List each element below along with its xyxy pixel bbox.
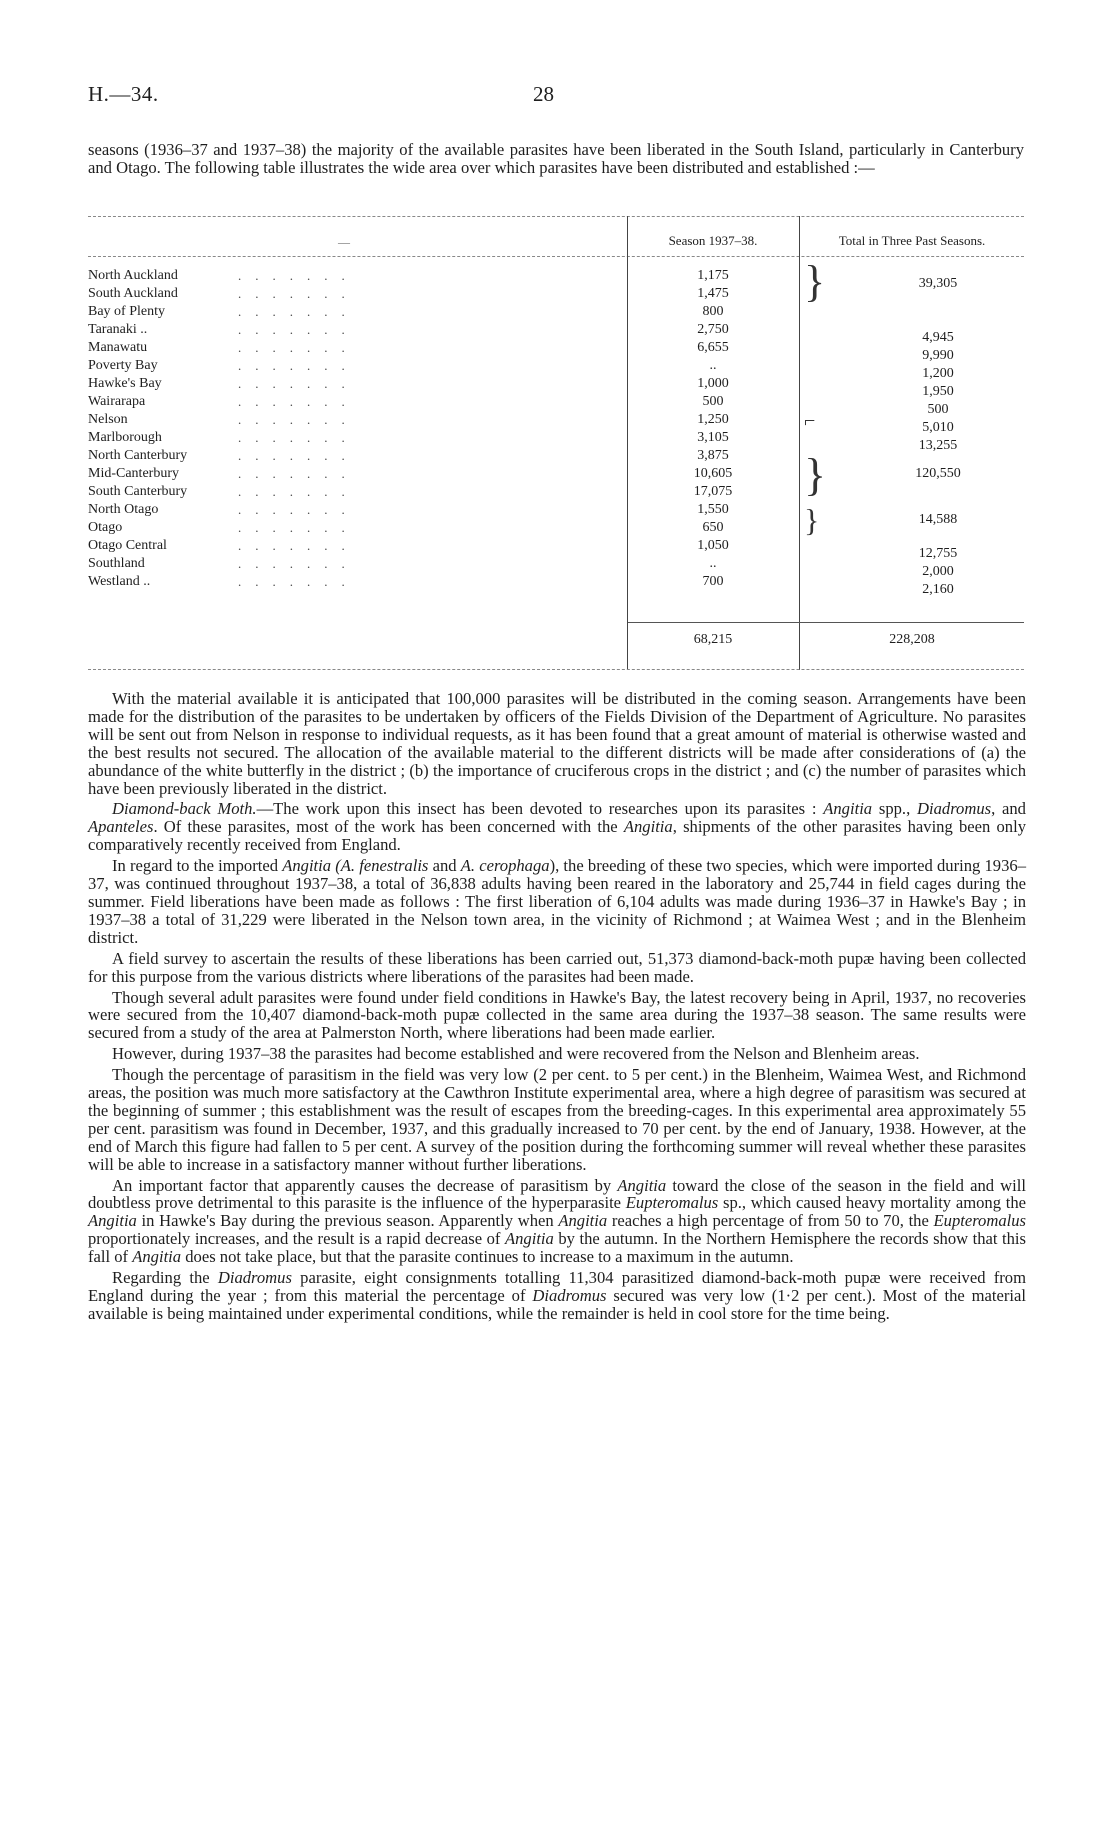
district-name: Marlborough [88, 430, 162, 445]
season-value: 3,875 [697, 448, 729, 463]
total-value: 1,950 [922, 384, 954, 399]
table-row: Manawatu ....... 6,655 [88, 340, 1024, 358]
district-name: Hawke's Bay [88, 376, 162, 391]
table-row: Otago Central ....... 1,050 [88, 538, 1024, 556]
table-top-rule [88, 216, 1024, 217]
season-value: 17,075 [693, 484, 733, 499]
table-row: Mid-Canterbury ....... 10,605 [88, 466, 1024, 484]
header-bottom-rule [88, 256, 1024, 257]
table-row: Southland ....... .. [88, 556, 1024, 574]
season-value: 6,655 [697, 340, 729, 355]
district-name: Taranaki .. [88, 322, 148, 337]
season-value: 700 [702, 574, 724, 589]
district-name: Southland [88, 556, 145, 571]
intro-paragraph: seasons (1936–37 and 1937–38) the majority of the available parasites have been liberated in the South Island, particularly in Canterbury and Otago. The following table illustrates the wide area over which parasites have been distributed and established :— [88, 140, 1024, 178]
paragraph-parasitism-percentage: Though the percentage of parasitism in the field was very low (2 per cent. to 5 per cent.) in the Blenheim, Waimea West, and Richmond areas, the position was much more satisfactory at the Cawthron Institute experimental area, where a high degree of parasitism was secured at the beginning of summer ; this establishment was the result of escapes from the breeding-cages. In this experimental area approximately 55 per cent. parasitism was found in December, 1937, and this gradually increased to 70 per cent. by the end of January, 1938. However, at the end of March this figure had fallen to 5 per cent. A survey of the position during the forthcoming summer will reveal whether these parasites will be able to increase in a satisfactory manner without further liberations. [88, 1065, 1026, 1174]
table-row: North Canterbury ....... 3,875 [88, 448, 1024, 466]
district-name: Manawatu [88, 340, 148, 355]
paragraph-hyperparasite: An important factor that apparently causes the decrease of parasitism by Angitia toward the close of the season in the field and will doubtless prove detrimental to this parasite is the influence of the hyperparasite Eupteromalus sp., which caused heavy mortality among the Angitia in Hawke's Bay during the previous season. Apparently when Angitia reaches a high percentage of from 50 to 70, the Eupteromalus proportionately increases, and the result is a rapid decrease of Angitia by the autumn. In the Northern Hemisphere the records show that this fall of Angitia does not take place, but that the parasite continues to increase to a maximum in the autumn. [88, 1175, 1027, 1267]
season-value: 2,750 [697, 322, 729, 337]
season-value: 650 [702, 520, 724, 535]
table-row: Wairarapa ....... 500 [88, 394, 1024, 412]
total-value: 2,160 [922, 582, 954, 597]
district-name: Westland .. [88, 574, 151, 589]
district-name: South Auckland [88, 286, 178, 301]
season-value: 1,050 [697, 538, 729, 553]
district-name: North Otago [88, 502, 159, 517]
total-value: 12,755 [918, 546, 958, 561]
season-value: 800 [702, 304, 724, 319]
document-id: H.—34. [88, 82, 159, 106]
table-row: Bay of Plenty ....... 800 [88, 304, 1024, 322]
paragraph-hawkes-bay: Though several adult parasites were found under field conditions in Hawke's Bay, the latest recovery being in April, 1937, no recoveries were secured from the 10,407 diamond-back-moth pupæ collected in the same area during the 1937–38 season. The same results were secured from a study of the area at Palmerston North, where liberations had been made earlier. [88, 987, 1026, 1043]
table-row: Hawke's Bay ....... 1,000 [88, 376, 1024, 394]
season-value: .. [709, 358, 717, 373]
brace-icon: ⌐ [804, 410, 816, 432]
table-row: Taranaki .. ....... 2,750 [88, 322, 1024, 340]
table-row: Poverty Bay ....... .. [88, 358, 1024, 376]
page-number: 28 [533, 82, 554, 106]
total-value: 2,000 [922, 564, 954, 579]
paragraph-imported-angitia: In regard to the imported Angitia (A. fenestralis and A. cerophaga), the breeding of these two species, which were imported during 1936–37, was continued throughout 1937–38, a total of 36,838 adults having been reared in the laboratory and 25,744 in field cages during the summer. Field liberations have been made as follows : The first liberation of 6,104 adults was made during 1936–37 in Hawke's Bay ; in 1937–38 a total of 31,229 were liberated in the Nelson town area, in the vicinity of Richmond ; at Waimea West ; and in the Blenheim district. [88, 856, 1026, 947]
season-value: 1,250 [697, 412, 729, 427]
total-value: 120,550 [915, 466, 961, 481]
table-row: Westland .. ....... 700 [88, 574, 1024, 592]
table-row: Marlborough ....... 3,105 [88, 430, 1024, 448]
table-row: Otago ....... 650 [88, 520, 1024, 538]
district-name: Bay of Plenty [88, 304, 165, 319]
district-name: Poverty Bay [88, 358, 158, 373]
paragraph-diadromus: Regarding the Diadromus parasite, eight consignments totalling 11,304 parasitized diamond-back-moth pupæ were received from England during the year ; from this material the percentage of Diadromus secured was very low (1·2 per cent.). Most of the material available is being maintained under experimental conditions, while the remainder is held in cool store for the time being. [88, 1268, 1027, 1323]
district-name: Nelson [88, 412, 128, 427]
grand-total-total: 228,208 [889, 632, 935, 647]
table-row: Nelson ....... 1,250 [88, 412, 1024, 430]
header-blank: — [338, 235, 350, 249]
district-name: Mid-Canterbury [88, 466, 179, 481]
paragraph-established: However, during 1937–38 the parasites had become established and were recovered from the Nelson and Blenheim areas. [112, 1044, 920, 1064]
column-header-season: Season 1937–38. [668, 233, 758, 248]
season-value: 1,000 [697, 376, 729, 391]
table-row: North Otago ....... 1,550 [88, 502, 1024, 520]
grand-total-season: 68,215 [693, 632, 733, 647]
paragraph-diamond-back-moth: Diamond-back Moth.—The work upon this insect has been devoted to researches upon its parasites : Angitia spp., Diadromus, and Apanteles. Of these parasites, most of the work has been concerned with the Angitia, shipments of the other parasites having been only comparatively recently received from England. [88, 799, 1026, 855]
body-text [88, 690, 1026, 1326]
total-value: 1,200 [922, 366, 954, 381]
district-name: Otago [88, 520, 123, 535]
table-row: South Canterbury ....... 17,075 [88, 484, 1024, 502]
column-header-total: Total in Three Past Seasons. [838, 233, 986, 248]
table-row: North Auckland ....... 1,175 [88, 268, 1024, 286]
total-value: 14,588 [918, 512, 958, 527]
paragraph-distribution: With the material available it is anticipated that 100,000 parasites will be distributed in the coming season. Arrangements have been made for the distribution of the parasites to be undertaken by officers of the Fields Division of the Department of Agriculture. No parasites will be sent out from Nelson in response to individual requests, as it has been found that a great amount of material is otherwise wasted and the best results not secured. The allocation of the available material to the different districts will be made after considerations of (a) the abundance of the white butterfly in the district ; (b) the importance of cruciferous crops in the district ; and (c) the number of parasites which have been previously liberated in the district. [88, 689, 1026, 798]
season-value: 3,105 [697, 430, 729, 445]
season-value: 1,175 [697, 268, 729, 283]
brace-icon: } [804, 502, 820, 538]
parasite-distribution-table [88, 216, 1024, 670]
total-value: 39,305 [918, 276, 958, 291]
brace-icon: } [804, 257, 826, 306]
table-row: South Auckland ....... 1,475 [88, 286, 1024, 304]
total-value: 500 [927, 402, 949, 417]
district-name: Wairarapa [88, 394, 146, 409]
season-value: 1,475 [697, 286, 729, 301]
total-value: 5,010 [922, 420, 954, 435]
season-value: .. [709, 556, 717, 571]
district-name: North Canterbury [88, 448, 188, 463]
season-value: 10,605 [693, 466, 733, 481]
page-header [88, 82, 1028, 112]
district-name: South Canterbury [88, 484, 188, 499]
district-name: North Auckland [88, 268, 178, 283]
season-value: 1,550 [697, 502, 729, 517]
totals-rule [628, 622, 1024, 623]
total-value: 13,255 [918, 438, 958, 453]
total-value: 4,945 [922, 330, 954, 345]
brace-icon: } [804, 449, 827, 500]
paragraph-field-survey: A field survey to ascertain the results of these liberations has been carried out, 51,373 diamond-back-moth pupæ having been collected for this purpose from the various districts where liberations of the parasites had been made. [88, 948, 1026, 986]
district-name: Otago Central [88, 538, 167, 553]
total-value: 9,990 [922, 348, 954, 363]
table-bottom-rule [88, 669, 1024, 670]
season-value: 500 [702, 394, 724, 409]
